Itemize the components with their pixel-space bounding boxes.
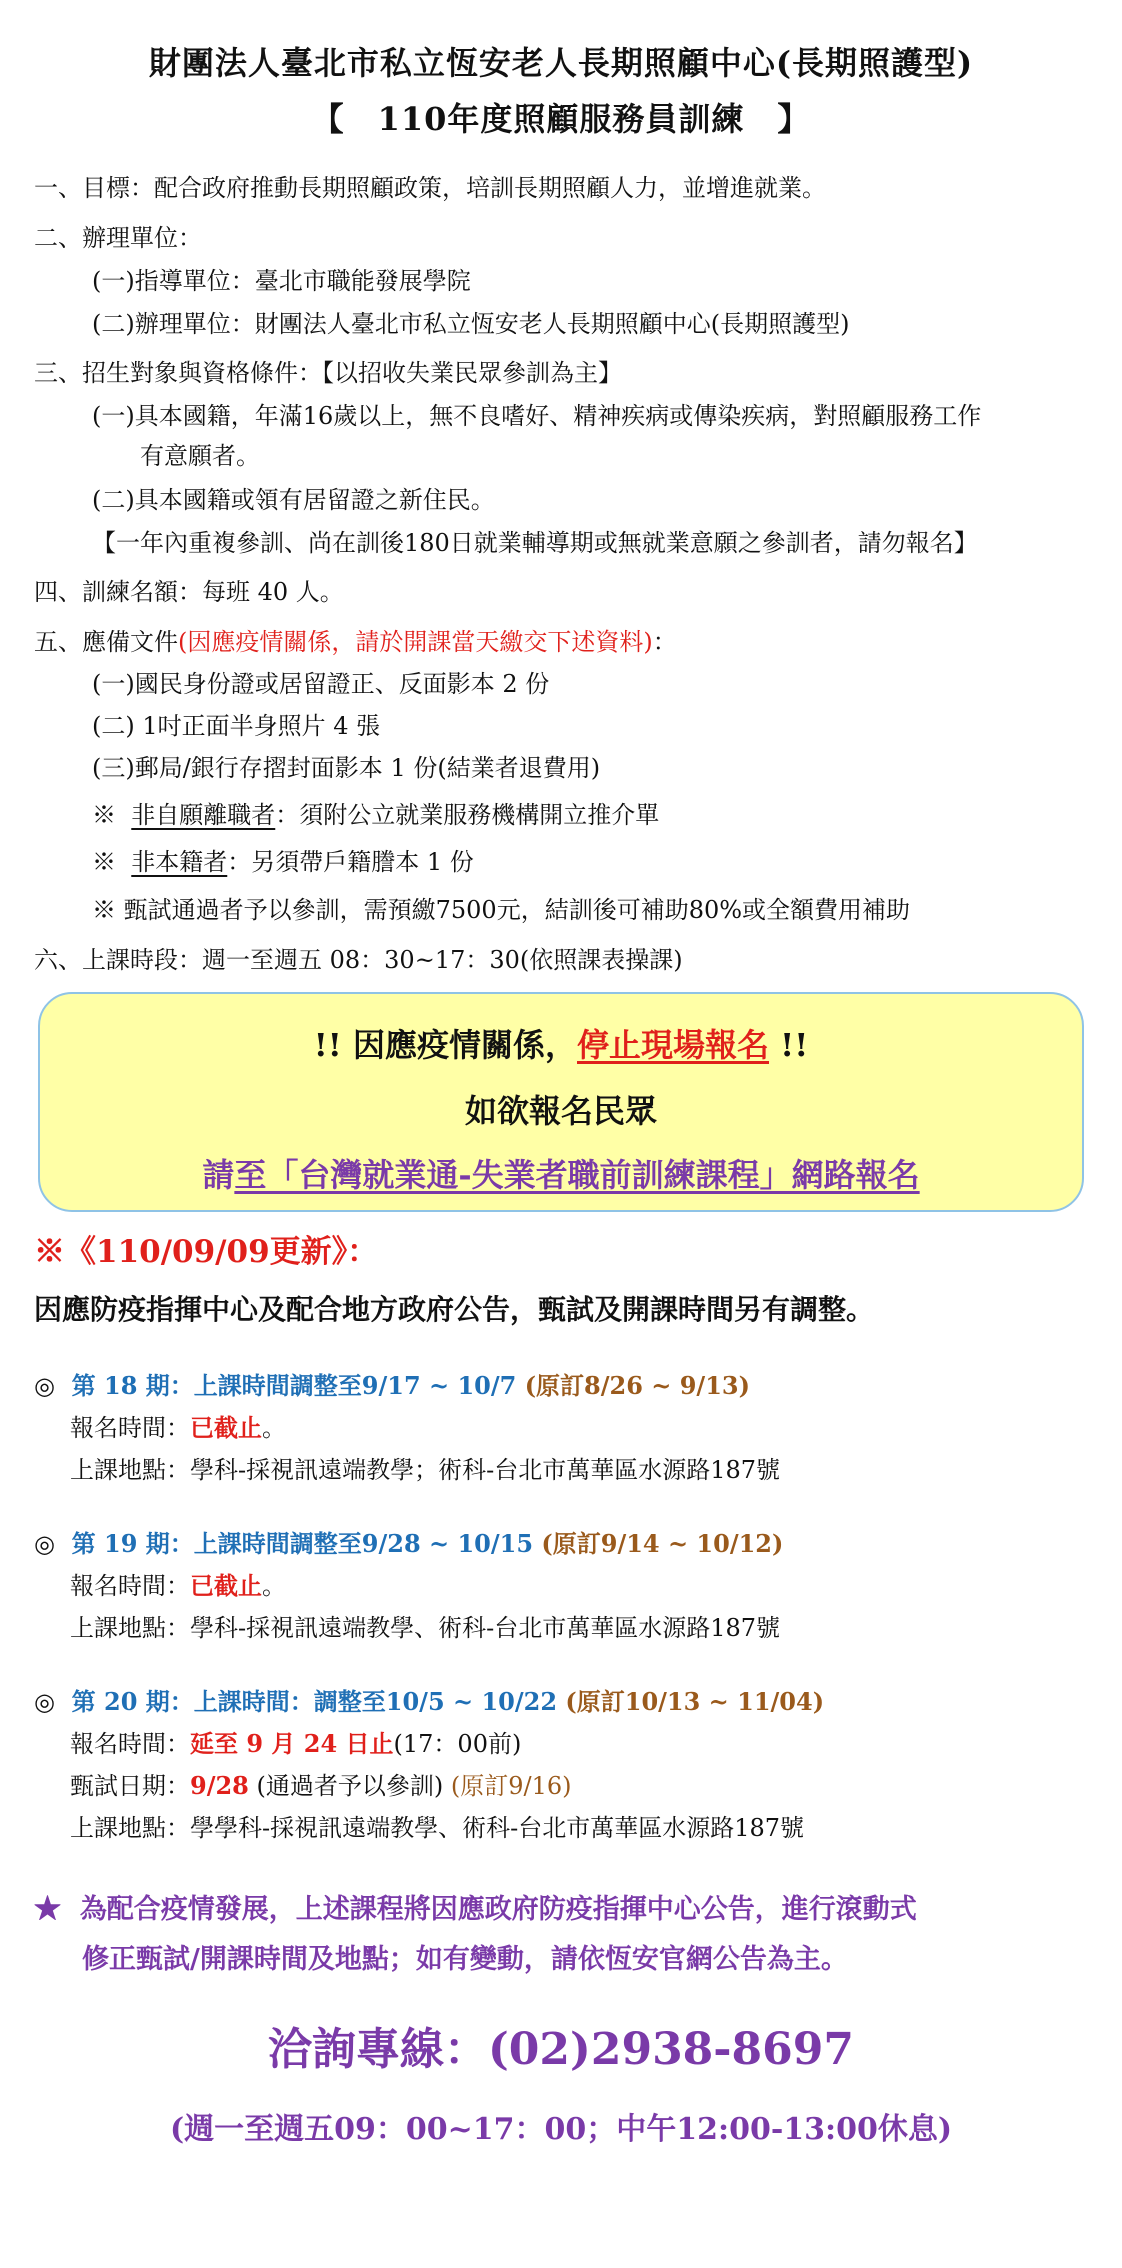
- period-18-original: (原訂8/26 ~ 9/13): [524, 1371, 750, 1400]
- notice-line-1-a: !! 因應疫情關係，: [313, 1026, 577, 1064]
- notice-line-3-a: 請: [202, 1156, 235, 1194]
- section-2-item-b: (二)辦理單位：財團法人臺北市私立恆安老人長期照顧中心(長期照護型): [92, 310, 850, 338]
- period-20-schedule: 第 20 期：上課時間：調整至10/5 ~ 10/22: [71, 1687, 558, 1716]
- contact-phone: 洽詢專線：(02)2938-8697: [267, 2024, 855, 2075]
- note-mark: ※: [92, 848, 116, 876]
- note-1-term: 非自願離職者: [131, 801, 276, 829]
- section-3-item-a-line1: (一)具本國籍，年滿16歲以上，無不良嗜好、精神疾病或傳染疾病，對照顧服務工作: [92, 402, 982, 430]
- period-18-location: 上課地點：學科-採視訊遠端教學；術科-台北市萬華區水源路187號: [70, 1456, 781, 1484]
- registration-label: 報名時間：: [70, 1414, 190, 1442]
- notice-line-2: 如欲報名民眾: [464, 1092, 657, 1130]
- registration-end: (17：00前): [393, 1730, 522, 1758]
- notice-stop-onsite: 停止現場報名: [577, 1026, 770, 1064]
- section-5-note-1: [92, 799, 659, 831]
- notice-line-1: [40, 1020, 1082, 1066]
- section-5-item-b: (二) 1吋正面半身照片 4 張: [92, 712, 381, 740]
- section-5-note-2: [92, 846, 474, 878]
- note-2-term: 非本籍者: [131, 848, 228, 876]
- period-19-location: 上課地點：學科-採視訊遠端教學、術科-台北市萬華區水源路187號: [70, 1614, 781, 1642]
- update-description: 因應防疫指揮中心及配合地方政府公告，甄試及開課時間另有調整。: [34, 1293, 875, 1326]
- registration-notice-box: [38, 992, 1084, 1212]
- section-5-note-3: ※ 甄試通過者予以參訓，需預繳7500元，結訓後可補助80%或全額費用補助: [92, 896, 911, 924]
- section-4-quota: 四、訓練名額：每班 40 人。: [34, 578, 344, 606]
- registration-label: 報名時間：: [70, 1730, 190, 1758]
- notice-line-3: [40, 1150, 1082, 1196]
- period-20-exam: [70, 1770, 571, 1802]
- registration-end: 。: [262, 1572, 286, 1600]
- registration-deadline: 延至 9 月 24 日止: [190, 1729, 394, 1758]
- period-20-registration: [70, 1728, 521, 1760]
- period-19-original: (原訂9/14 ~ 10/12): [541, 1529, 784, 1558]
- online-registration-link[interactable]: 至「台灣就業通-失業者職前訓練課程」網路報名: [234, 1156, 920, 1194]
- period-20-original: (原訂10/13 ~ 11/04): [565, 1687, 825, 1716]
- bullet-icon: ◎: [34, 1371, 55, 1400]
- period-18-schedule: 第 18 期：上課時間調整至9/17 ~ 10/7: [71, 1371, 517, 1400]
- star-note-text-1: 為配合疫情發展，上述課程將因應政府防疫指揮中心公告，進行滾動式: [79, 1894, 917, 1925]
- section-1-goal: 一、目標：配合政府推動長期照顧政策，培訓長期照顧人力，並增進就業。: [34, 174, 826, 202]
- period-18-heading: [34, 1370, 750, 1402]
- registration-label: 報名時間：: [70, 1572, 190, 1600]
- section-5-heading-text: 五、應備文件: [34, 628, 178, 656]
- page-title: 財團法人臺北市私立恆安老人長期照顧中心(長期照護型): [148, 44, 974, 82]
- star-icon: ★: [34, 1894, 61, 1925]
- section-5-item-a: (一)國民身份證或居留證正、反面影本 2 份: [92, 670, 550, 698]
- section-6-schedule: 六、上課時段：週一至週五 08：30~17：30(依照課表操課): [34, 946, 683, 974]
- registration-end: 。: [262, 1414, 286, 1442]
- exam-date: 9/28: [190, 1771, 249, 1800]
- exam-original: (原訂9/16): [450, 1772, 572, 1800]
- note-mark: ※: [92, 801, 116, 829]
- section-2-heading: 二、辦理單位：: [34, 224, 202, 252]
- section-3-item-a-line2: 有意願者。: [140, 442, 260, 470]
- period-19-heading: [34, 1528, 783, 1560]
- exam-label: 甄試日期：: [70, 1772, 190, 1800]
- registration-status: 已截止: [190, 1413, 262, 1442]
- period-20-heading: [34, 1686, 824, 1718]
- star-note-line-2: 修正甄試/開課時間及地點；如有變動，請依恆安官網公告為主。: [82, 1944, 848, 1975]
- exam-note: (通過者予以參訓): [248, 1772, 451, 1800]
- section-5-heading-note: (因應疫情關係，請於開課當天繳交下述資料): [178, 628, 653, 656]
- period-19-schedule: 第 19 期：上課時間調整至9/28 ~ 10/15: [71, 1529, 534, 1558]
- section-2-item-a: (一)指導單位：臺北市職能發展學院: [92, 267, 471, 295]
- page-subtitle: 【 110年度照顧服務員訓練 】: [311, 100, 811, 138]
- section-3-item-b: (二)具本國籍或領有居留證之新住民。: [92, 486, 495, 514]
- section-5-heading: [34, 626, 677, 658]
- note-2-text: ：另須帶戶籍謄本 1 份: [227, 848, 474, 876]
- bullet-icon: ◎: [34, 1529, 55, 1558]
- star-note-line-1: [34, 1892, 917, 1928]
- section-3-heading: 三、招生對象與資格條件：【以招收失業民眾參訓為主】: [34, 359, 622, 387]
- period-19-registration: [70, 1570, 286, 1602]
- period-20-location: 上課地點：學學科-採視訊遠端教學、術科-台北市萬華區水源路187號: [70, 1814, 805, 1842]
- section-5-item-c: (三)郵局/銀行存摺封面影本 1 份(結業者退費用): [92, 754, 601, 782]
- section-3-note: 【一年內重複參訓、尚在訓後180日就業輔導期或無就業意願之參訓者，請勿報名】: [92, 529, 978, 557]
- notice-line-1-c: !!: [769, 1026, 809, 1064]
- update-title: ※《110/09/09更新》：: [34, 1234, 379, 1270]
- contact-hours: (週一至週五09：00~17：00；中午12:00-13:00休息): [169, 2112, 953, 2147]
- note-1-text: ：須附公立就業服務機構開立推介單: [275, 801, 660, 829]
- period-18-registration: [70, 1412, 286, 1444]
- registration-status: 已截止: [190, 1571, 262, 1600]
- section-5-heading-end: ：: [652, 628, 677, 656]
- bullet-icon: ◎: [34, 1687, 55, 1716]
